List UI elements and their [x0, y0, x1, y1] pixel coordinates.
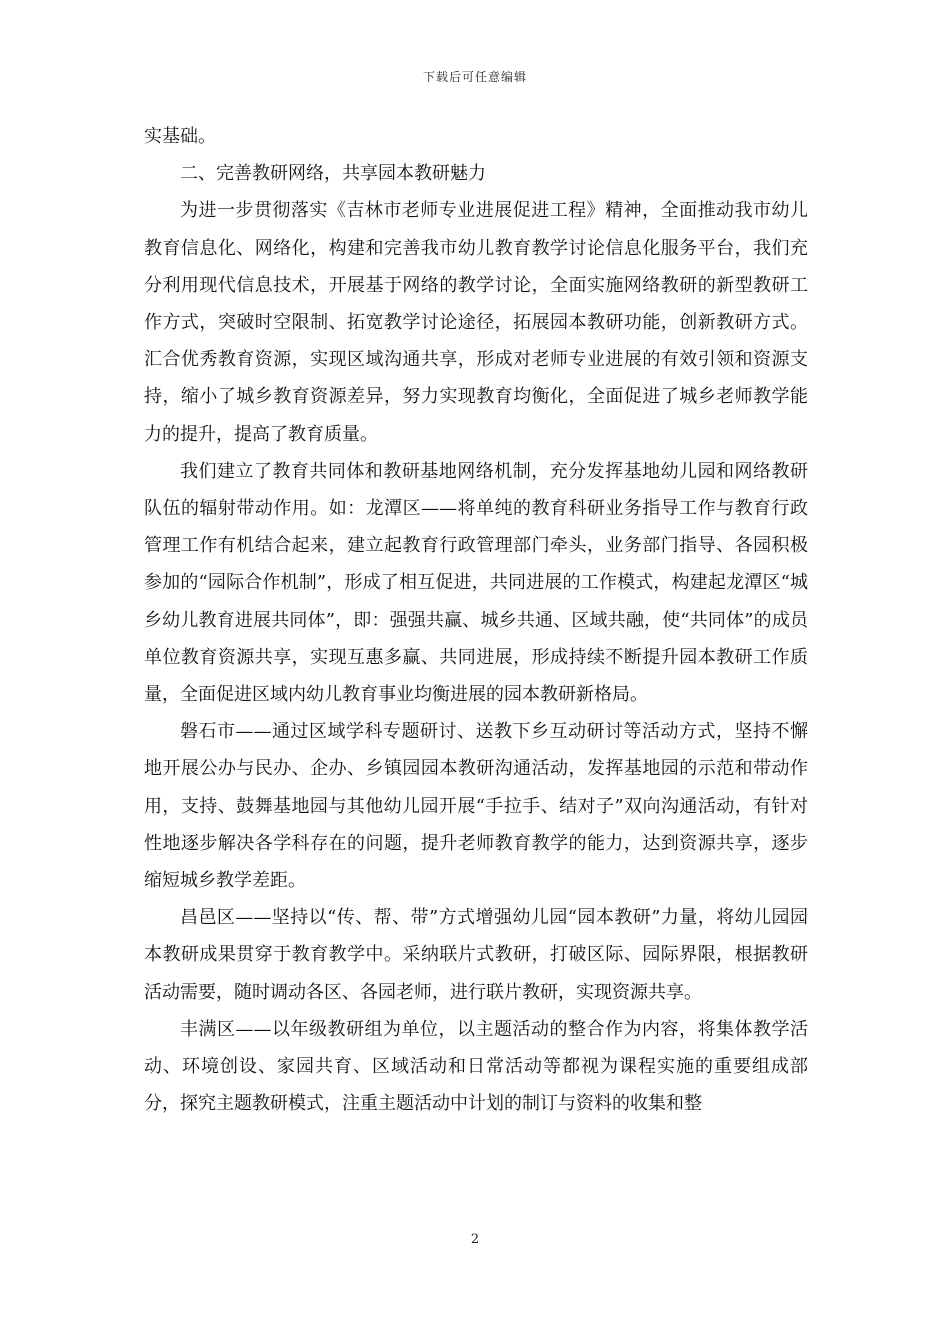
paragraph: 为进一步贯彻落实《吉林市老师专业进展促进工程》精神，全面推动我市幼儿教育信息化、网络化，构建和完善我市幼儿教育教学讨论信息化服务平台，我们充分利用现代信息技术，开展基于网络的教学讨论，全面实施网络教研的新型教研工作方式，突破时空限制、拓宽教学讨论途径，拓展园本教研功能，创新教研方式。汇合优秀教育资源，实现区域沟通共享，形成对老师专业进展的有效引领和资源支持，缩小了城乡教育资源差异，努力实现教育均衡化，全面促进了城乡老师教学能力的提升，提高了教育质量。 [144, 200, 808, 445]
document-body [144, 118, 808, 1122]
section-heading: 二、完善教研网络，共享园本教研魅力 [180, 163, 486, 185]
page-header: 下载后可任意编辑 [422, 70, 527, 84]
paragraph: 昌邑区——坚持以“传、帮、带”方式增强幼儿园“园本教研”力量，将幼儿园园本教研成果贯穿于教育教学中。采纳联片式教研，打破区际、园际界限，根据教研活动需要，随时调动各区、各园老师，进行联片教研，实现资源共享。 [144, 907, 808, 1003]
paragraph-continuation: 实基础。 [144, 126, 216, 147]
paragraph: 丰满区——以年级教研组为单位，以主题活动的整合作为内容，将集体教学活动、环境创设、家园共育、区域活动和日常活动等都视为课程实施的重要组成部分，探究主题教研模式，注重主题活动中计划的制订与资料的收集和整 [144, 1018, 808, 1115]
paragraph: 我们建立了教育共同体和教研基地网络机制，充分发挥基地幼儿园和网络教研队伍的辐射带动作用。如：龙潭区——将单纯的教育科研业务指导工作与教育行政管理工作有机结合起来，建立起教育行政管理部门牵头，业务部门指导、各园积极参加的“园际合作机制”，形成了相互促进，共同进展的工作模式，构建起龙潭区“城乡幼儿教育进展共同体”，即：强强共赢、城乡共通、区域共融，使“共同体”的成员单位教育资源共享，实现互惠多赢、共同进展，形成持续不断提升园本教研工作质量，全面促进区域内幼儿教育事业均衡进展的园本教研新格局。 [144, 460, 808, 706]
page-number: 2 [470, 1232, 480, 1247]
paragraph: 磐石市——通过区域学科专题研讨、送教下乡互动研讨等活动方式，坚持不懈地开展公办与民办、企办、乡镇园园本教研沟通活动，发挥基地园的示范和带动作用，支持、鼓舞基地园与其他幼儿园开展“手拉手、结对子”双向沟通活动，有针对性地逐步解决各学科存在的问题，提升老师教育教学的能力，达到资源共享，逐步缩短城乡教学差距。 [144, 721, 808, 892]
